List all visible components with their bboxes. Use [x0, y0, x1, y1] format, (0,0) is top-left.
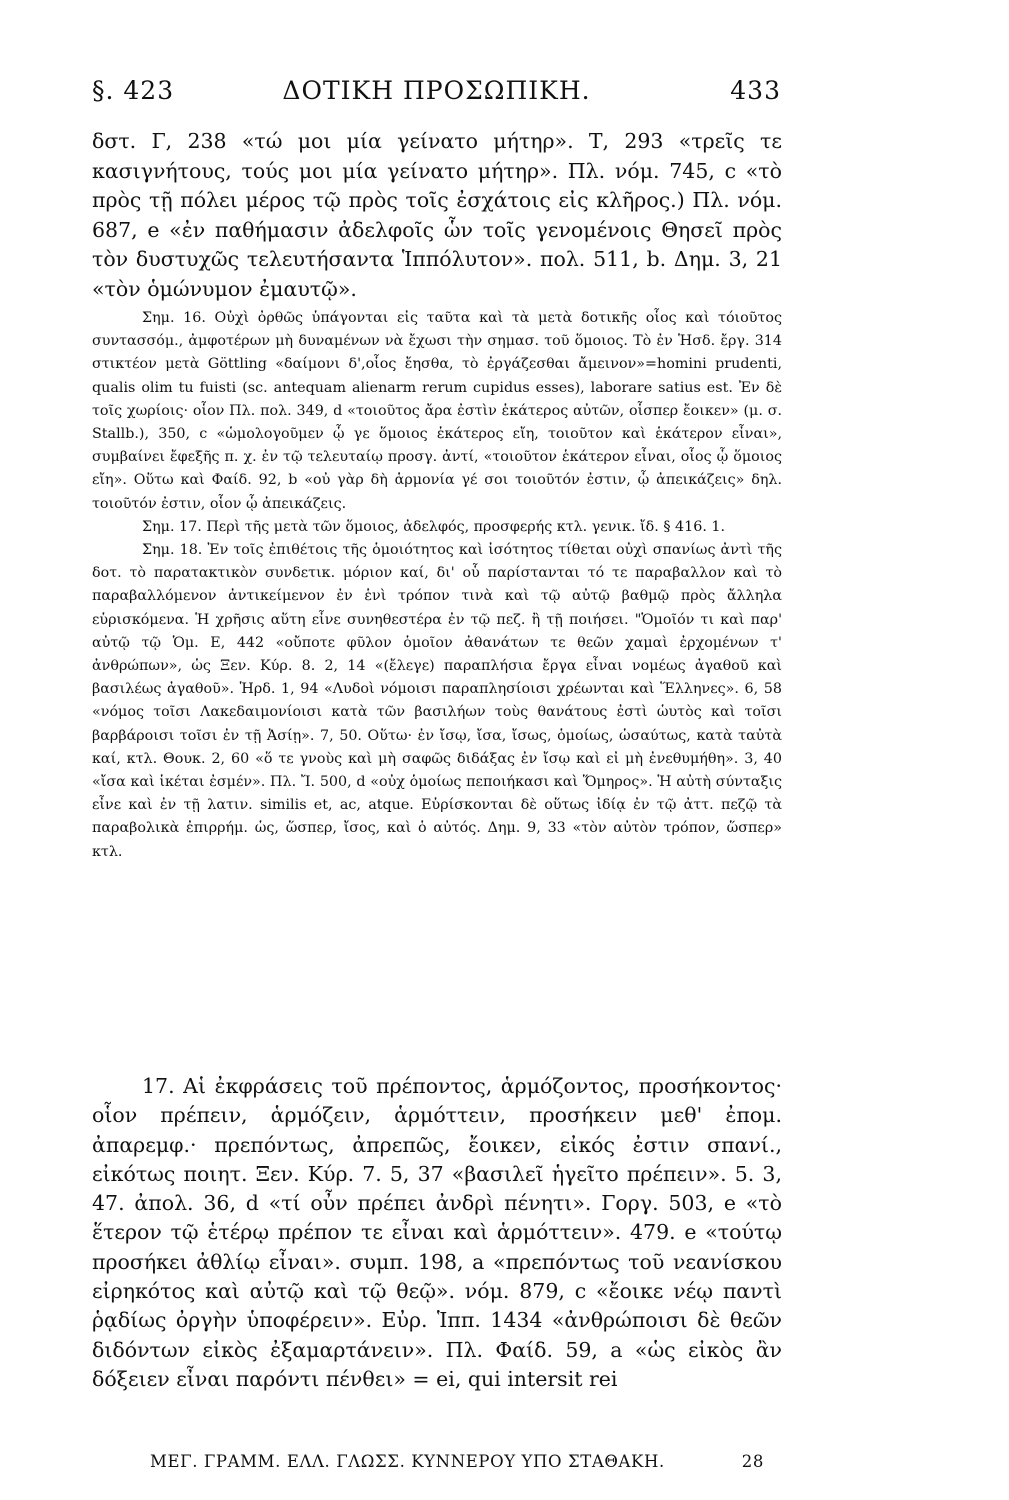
section-17-block [92, 1072, 782, 1394]
section-17-paragraph: 17. Αἱ ἐκφράσεις τοῦ πρέποντος, ἁρμόζοντος, προσήκοντος· οἷον πρέπειν, ἁρμόζειν, ἁρμόττειν, προσήκειν μεθ' ἐπομ. ἀπαρεμφ.· πρεπόντως, ἀπρεπῶς, ἔοικεν, εἰκός ἐστιν σπανί., εἰκότως ποιητ. Ξεν. Κύρ. 7. 5, 37 «βασιλεῖ ἡγεῖτο πρέπειν». 5. 3, 47. ἀπολ. 36, d «τί οὖν πρέπει ἀνδρὶ πένητι». Γοργ. 503, e «τὸ ἕτερον τῷ ἑτέρῳ πρέπον τε εἶναι καὶ ἁρμόττειν». 479. e «τούτῳ προσήκει ἀθλίῳ εἶναι». συμπ. 198, a «πρεπόντως τοῦ νεανίσκου εἰρηκότος καὶ αὐτῷ καὶ τῷ θεῷ». νόμ. 879, c «ἔοικε νέῳ παντὶ ῥᾳδίως ὀργὴν ὑποφέρειν». Εὐρ. Ἱππ. 1434 «ἀνθρώποισι δὲ θεῶν διδόντων εἰκὸς ἐξαμαρτάνειν». Πλ. Φαίδ. 59, a «ὡς εἰκὸς ἂν δόξειεν εἶναι παρόντι πένθει» = ei, qui intersit rei [92, 1074, 782, 1391]
intro-paragraph-block [92, 127, 782, 304]
note-17: Σημ. 17. Περὶ τῆς μετὰ τῶν ὅμοιος, ἀδελφός, προσφερής κτλ. γενικ. ἴδ. § 416. 1. [142, 518, 726, 535]
printer-signature: ΜΕΓ. ΓΡΑΜΜ. ΕΛΛ. ΓΛΩΣΣ. ΚΥΝΝΕΡΟΥ ΥΠΟ ΣΤΑΘΑΚΗ. [150, 1452, 665, 1471]
notes-block [92, 307, 782, 864]
running-title: ΔΟΤΙΚΗ ΠΡΟΣΩΠΙΚΗ. [282, 76, 591, 105]
sheet-number: 28 [741, 1452, 764, 1471]
intro-paragraph: δστ. Γ, 238 «τώ μοι μία γείνατο μήτηρ». Τ, 293 «τρεῖς τε κασιγνήτους, τούς μοι μία γείνατο μήτηρ». Πλ. νόμ. 745, c «τὸ πρὸς τῇ πόλει μέρος τῷ πρὸς τοῖς ἐσχάτοις εἰς κλῆρος.) Πλ. νόμ. 687, e «ἐν παθήμασιν ἀδελφοῖς ὧν τοῖς γενομένοις Θησεῖ πρὸς τὸν δυστυχῶς τελευτήσαντα Ἱππόλυτον». πολ. 511, b. Δημ. 3, 21 «τὸν ὁμώνυμον ἐμαυτῷ». [92, 129, 782, 301]
note-16: Σημ. 16. Οὐχὶ ὀρθῶς ὑπάγονται εἰς ταῦτα καὶ τὰ μετὰ δοτικῆς οἷος καὶ τόιοῦτος συντασσόμ., ἀμφοτέρων μὴ δυναμένων νὰ ἔχωσι τὴν σημασ. τοῦ ὅμοιος. Τὸ ἐν Ἡσδ. ἔργ. 314 στικτέον μετὰ Göttling «δαίμονι δ',οἷος ἔησθα, τὸ ἐργάζεσθαι ἄμεινον»=homini prudenti, qualis olim tu fuisti (sc. antequam alienarm rerum cupidus esses), laborare satius est. Ἐν δὲ τοῖς χωρίοις· οἷον Πλ. πολ. 349, d «τοιοῦτος ἄρα ἐστὶν ἑκάτερος αὐτῶν, οἷσπερ ἔοικεν» (μ. σ. Stallb.), 350, c «ὡμολογοῦμεν ᾧ γε ὅμοιος ἑκάτερος εἴη, τοιοῦτον καὶ ἑκάτερον εἶναι», συμβαίνει ἔφεξῆς π. χ. ἐν τῷ τελευταίῳ προσγ. ἀντί, «τοιοῦτον ἑκάτερον εἶναι, οἷος ᾧ ὅμοιος εἴη». Οὕτω καὶ Φαίδ. 92, b «οὐ γὰρ δὴ ἁρμονία γέ σοι τοιοῦτόν ἐστιν, ᾧ ἀπεικάζεις» δηλ. τοιοῦτόν ἐστιν, οἷον ᾧ ἀπεικάζεις. [92, 310, 782, 512]
note-18: Σημ. 18. Ἐν τοῖς ἐπιθέτοις τῆς ὁμοιότητος καὶ ἰσότητος τίθεται οὐχὶ σπανίως ἀντὶ τῆς δοτ. τὸ παρατακτικὸν συνδετικ. μόριον καί, δι' οὗ παρίστανται τό τε παραβαλλον καὶ τὸ παραβαλλόμενον ἀντικείμενον ἐν ἑνὶ τρόπον τινὰ καὶ τῷ αὐτῷ βαθμῷ πρὸς ἄλληλα εὑρισκόμενα. Ἡ χρῆσις αὕτη εἶνε συνηθεστέρα ἐν τῷ πεζ. ἢ τῇ ποιήσει. "Ὁμοῖόν τι καὶ παρ' αὐτῷ τῷ Ὁμ. Ε, 442 «οὔποτε φῦλον ὁμοῖον ἀθανάτων τε θεῶν χαμαὶ ἐρχομένων τ' ἀνθρώπων», ὡς Ξεν. Κύρ. 8. 2, 14 «(ἔλεγε) παραπλήσια ἔργα εἶναι νομέως ἀγαθοῦ καὶ βασιλέως ἀγαθοῦ». Ἡρδ. 1, 94 «Λυδοὶ νόμοισι παραπλησίοισι χρέωνται καὶ Ἕλληνες». 6, 58 «νόμος τοῖσι Λακεδαιμονίοισι κατὰ τῶν βασιλήων τοὺς θανάτους ἐστὶ ὡυτὸς καὶ τοῖσι βαρβάροισι τοῖσι ἐν τῇ Ἀσίῃ». 7, 50. Οὕτω· ἐν ἴσῳ, ἴσα, ἴσως, ὁμοίως, ὡσαύτως, κατὰ ταὐτὰ καί, κτλ. Θουκ. 2, 60 «ὅ τε γνοὺς καὶ μὴ σαφῶς διδάξας ἐν ἴσῳ καὶ εἰ μὴ ἐνεθυμήθη». 3, 40 «ἴσα καὶ ἱκέται ἐσμέν». Πλ. Ἴ. 500, d «οὐχ ὁμοίως πεποιήκασι καὶ Ὅμηρος». Ἡ αὐτὴ σύνταξις εἶνε καὶ ἐν τῇ λατιν. similis et, ac, atque. Εὑρίσκονται δὲ οὕτως ἰδίᾳ ἐν τῷ ἀττ. πεζῷ τὰ παραβολικὰ ἐπιρρήμ. ὡς, ὥσπερ, ἴσος, καὶ ὁ αὐτός. Δημ. 9, 33 «τὸν αὐτὸν τρόπον, ὥσπερ» κτλ. [92, 542, 782, 860]
section-number: §. 423 [92, 76, 175, 105]
running-header [92, 76, 781, 116]
page-number: 433 [730, 76, 781, 105]
